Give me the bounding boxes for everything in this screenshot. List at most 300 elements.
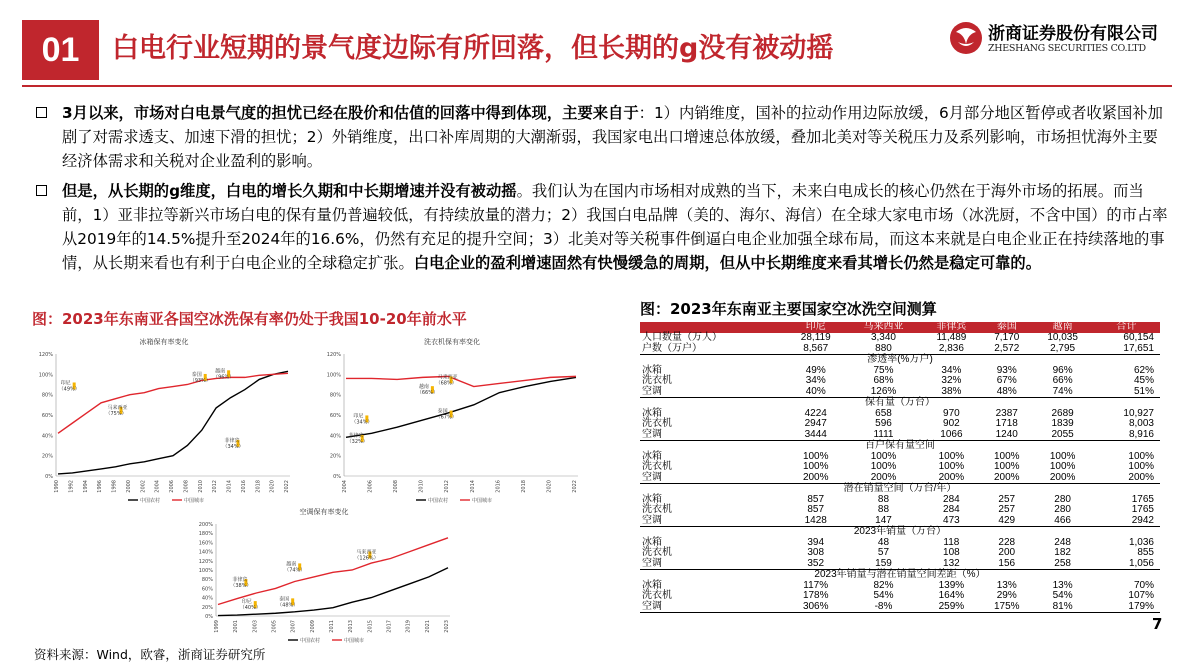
chart-svg	[318, 334, 586, 506]
table-cell: 182	[1054, 547, 1071, 558]
table-row	[640, 581, 1160, 592]
x-tick-label: 2006	[169, 480, 175, 493]
table-cell: 34%	[805, 375, 826, 386]
table-header-cell: 合计	[1093, 322, 1160, 333]
y-tick-label: 80%	[41, 392, 53, 399]
sea-space-table	[640, 322, 1160, 613]
table-row-label: 冰箱	[642, 579, 662, 591]
table-cell: 3,340	[870, 332, 896, 343]
table-cell: 100%	[993, 450, 1020, 462]
y-tick-label: 80%	[201, 577, 213, 584]
table-cell: 258	[1054, 557, 1071, 569]
x-tick-label: 2017	[386, 620, 393, 633]
table-cell: 74%	[1052, 385, 1073, 397]
table-cell: 100%	[1049, 450, 1076, 462]
table-cell: 132	[943, 557, 960, 569]
annotation-country: 越南	[215, 368, 226, 375]
table-section-label: 保有量（万台）	[640, 398, 1160, 409]
table-cell: 10,035	[1047, 332, 1078, 343]
table-cell: 139%	[938, 579, 965, 591]
table-header-cell: 泰国	[981, 322, 1033, 333]
table-row	[640, 548, 1160, 559]
x-tick-label: 2021	[424, 620, 431, 633]
table-row-label: 冰箱	[642, 493, 662, 505]
table-row	[640, 473, 1160, 484]
table-cell: 60,154	[1123, 332, 1154, 343]
x-tick-label: 2003	[252, 620, 259, 633]
table-cell: 857	[807, 493, 825, 505]
y-tick-label: 120%	[198, 558, 213, 565]
y-tick-label: 80%	[329, 392, 341, 399]
table-cell: 70%	[1133, 579, 1154, 591]
table-cell: 1,036	[1128, 536, 1154, 548]
table-cell: 100%	[1049, 461, 1076, 472]
table-cell: 352	[807, 557, 825, 569]
bullet-2	[38, 179, 1168, 275]
table-row	[640, 387, 1160, 398]
x-tick-label: 2002	[140, 480, 147, 493]
table-cell: 857	[807, 504, 825, 515]
table-row	[640, 538, 1160, 549]
table-cell: 200	[998, 547, 1016, 558]
table-cell: 280	[1054, 504, 1071, 515]
y-tick-label: 100%	[38, 372, 53, 379]
table-row	[640, 559, 1160, 570]
x-tick-label: 2018	[520, 480, 527, 493]
annotation-value: （74%）	[284, 567, 306, 574]
table-cell: 100%	[938, 450, 965, 462]
table-cell: 2,572	[994, 342, 1020, 354]
table-header-cell: 马来西亚	[845, 322, 922, 333]
y-tick-label: 0%	[333, 474, 341, 480]
table-cell: 259%	[922, 602, 981, 613]
table-cell: 880	[875, 342, 892, 354]
x-tick-label: 2016	[495, 480, 502, 493]
x-tick-label: 2018	[255, 480, 262, 493]
table-section-row	[640, 441, 1160, 452]
table-cell: 11,489	[936, 332, 967, 343]
table-row	[640, 344, 1160, 355]
x-tick-label: 2004	[342, 480, 348, 493]
table-cell: 200%	[870, 471, 897, 483]
table-cell: 156	[998, 557, 1016, 569]
table-cell: 28,119	[800, 332, 831, 343]
table-cell: 81%	[1033, 602, 1093, 613]
x-tick-label: 2010	[197, 480, 204, 493]
table-row-label: 空调	[642, 557, 662, 569]
x-tick-label: 2020	[546, 480, 553, 493]
table-cell: 178%	[802, 590, 829, 601]
table-cell: 2,836	[938, 342, 964, 354]
table-cell: 100%	[1128, 450, 1154, 462]
y-tick-label: 200%	[198, 522, 213, 528]
bullet-1	[38, 101, 1168, 173]
x-tick-label: 1999	[214, 620, 220, 633]
fridge-penetration-chart	[30, 334, 298, 506]
right-figure-caption: 图：2023年东南亚主要国家空冰洗空间测算	[640, 300, 937, 318]
annotation-country: 马来西亚	[107, 404, 128, 411]
table-cell: 10,927	[1123, 407, 1154, 419]
table-cell: 49%	[805, 364, 826, 376]
x-tick-label: 2022	[284, 480, 290, 493]
table-row-label: 冰箱	[642, 364, 662, 376]
annotation-value: （68%）	[435, 380, 457, 387]
table-cell: 2942	[1131, 514, 1154, 526]
bullet-2-text: 。我们认为在国内市场相对成熟的当下，未来白电成长的核心仍然在于海外市场的拓展。而当前，1）亚非拉等新兴市场白电的保有量仍普遍较低，有持续放量的潜力；2）我国白电品牌（美的、海尔、海信）在全球大家电市场（冰洗厨，不含中国）的市占率从2019年的14.5%提升至2024年的16.6%，仍然有充足的提升空间；3）北美对等关税事件倒逼白电企业加强全球布局，而这本来就是白电企业正在持续落地的事情，从长期来看也有利于白电企业的全球稳定扩张。	[62, 182, 1168, 272]
table-cell: 175%	[981, 602, 1033, 613]
table-section-row	[640, 484, 1160, 495]
table-cell: 855	[1137, 547, 1154, 558]
table-cell: 596	[875, 418, 892, 429]
table-row-label: 洗衣机	[642, 504, 672, 515]
table-cell: 88	[877, 504, 890, 515]
y-tick-label: 180%	[198, 531, 213, 538]
y-tick-label: 40%	[201, 595, 213, 602]
x-tick-label: 2004	[154, 480, 161, 493]
table-cell: 1066	[940, 428, 963, 440]
table-cell: 394	[807, 536, 825, 548]
table-row-label: 空调	[642, 428, 662, 440]
table-row-label: 空调	[642, 514, 662, 526]
chart-title: 冰箱保有率变化	[139, 338, 189, 346]
table-cell: 1765	[1131, 493, 1154, 505]
annotation-value: （34%）	[222, 443, 244, 450]
table-cell: 4224	[804, 407, 827, 419]
bullet-square-icon	[36, 107, 47, 118]
y-tick-label: 40%	[41, 433, 53, 440]
table-row-label: 冰箱	[642, 407, 662, 419]
table-section-label: 渗透率(%万户)	[640, 355, 1160, 366]
table-row-label: 洗衣机	[642, 375, 672, 386]
annotation-value: （32%）	[346, 438, 368, 445]
x-tick-label: 2015	[367, 620, 374, 633]
table-header-cell: 越南	[1033, 322, 1093, 333]
legend-label: 中国城市	[184, 498, 205, 504]
bullet-square-icon	[36, 185, 47, 196]
annotation-country: 马来西亚	[437, 374, 458, 381]
table-row-label: 空调	[642, 471, 662, 483]
table-cell: 1,056	[1128, 557, 1154, 569]
table-cell: 17,651	[1123, 342, 1154, 354]
table-row	[640, 602, 1160, 613]
logo-mark-icon	[948, 20, 984, 56]
table-cell: 100%	[1128, 461, 1154, 472]
table-row-label: 冰箱	[642, 450, 662, 462]
x-tick-label: 1998	[111, 480, 118, 493]
x-tick-label: 2020	[269, 480, 276, 493]
table-cell: 1718	[995, 418, 1018, 429]
y-tick-label: 20%	[201, 604, 213, 611]
x-tick-label: 2007	[290, 620, 297, 633]
table-row	[640, 516, 1160, 527]
chart-svg	[190, 504, 458, 646]
x-tick-label: 1992	[68, 480, 75, 493]
table-row-label: 空调	[642, 385, 662, 397]
annotation-country: 印尼	[353, 413, 364, 420]
x-tick-label: 2014	[226, 480, 233, 493]
table-cell: 13%	[1052, 579, 1073, 591]
x-tick-label: 1994	[82, 480, 89, 493]
table-cell: 40%	[805, 385, 826, 397]
table-cell: 48	[877, 536, 890, 548]
header-rule	[22, 85, 1172, 87]
table-cell: 126%	[870, 385, 897, 397]
x-tick-label: 2013	[348, 620, 355, 633]
table-cell: 57	[877, 547, 890, 558]
x-tick-label: 2011	[329, 620, 335, 633]
x-tick-label: 1990	[54, 480, 60, 493]
x-tick-label: 2006	[367, 480, 374, 493]
table-cell: 34%	[941, 364, 962, 376]
annotation-country: 菲律宾	[224, 437, 240, 444]
table-cell: 108	[943, 547, 960, 558]
table-cell: 117%	[803, 579, 829, 591]
table-row	[640, 376, 1160, 387]
table-cell: 147	[875, 514, 892, 526]
table-cell: 2947	[804, 418, 827, 429]
x-tick-label: 2012	[212, 480, 219, 493]
table-cell: 970	[943, 407, 960, 419]
table-header-cell: 菲律宾	[922, 322, 981, 333]
table-row-label: 冰箱	[642, 536, 662, 548]
table-cell: 1428	[804, 514, 827, 526]
table-row	[640, 495, 1160, 506]
table-row	[640, 591, 1160, 602]
y-tick-label: 40%	[329, 433, 341, 440]
table-cell: 100%	[802, 450, 829, 462]
table-cell: 54%	[1052, 590, 1073, 601]
x-tick-label: 2009	[309, 620, 316, 633]
legend-label: 中国农村	[140, 498, 161, 504]
annotation-country: 印尼	[241, 599, 252, 606]
y-tick-label: 100%	[326, 372, 341, 379]
x-tick-label: 2000	[125, 480, 132, 493]
table-section-label: 2023年销量与潜在销量空间差距（%）	[640, 570, 1160, 581]
table-cell: 284	[943, 504, 960, 515]
y-tick-label: 60%	[41, 413, 53, 419]
annotation-value: （67%）	[435, 414, 457, 421]
bullet-1-text: ：1）内销维度，国补的拉动作用边际放缓，6月部分地区暂停或者收紧国补加剧了对需求透支、加速下滑的担忧；2）外销维度，出口补库周期的大潮渐弱，我国家电出口增速总体放缓，叠加北美对等关税压力及系列影响，市场担忧海外主要经济体需求和关税对企业盈利的影响。	[62, 104, 1163, 170]
y-tick-label: 60%	[329, 413, 341, 419]
source-note: 资料来源：Wind，欧睿，浙商证券研究所	[34, 647, 266, 662]
table-cell: 1839	[1051, 418, 1074, 429]
table-row	[640, 505, 1160, 516]
annotation-country: 菲律宾	[348, 432, 364, 439]
table-cell: 54%	[873, 590, 894, 601]
table-section-row	[640, 570, 1160, 581]
table-cell: 164%	[938, 590, 965, 601]
annotation-value: （96%）	[213, 374, 235, 381]
annotation-country: 越南	[418, 384, 429, 391]
annotation-country: 泰国	[437, 408, 448, 415]
chart-title: 空调保有率变化	[299, 508, 349, 516]
table-section-label: 潜在销量空间（万台/年）	[640, 484, 1160, 495]
table-cell: 248	[1054, 536, 1071, 548]
table-cell: 1765	[1131, 504, 1154, 515]
table-cell: 902	[943, 418, 960, 429]
table-cell: 29%	[996, 590, 1017, 601]
table-cell: 107%	[1128, 590, 1154, 601]
table-cell: 62%	[1133, 364, 1154, 376]
x-tick-label: 2016	[240, 480, 247, 493]
table-cell: 1240	[995, 428, 1018, 440]
table-row-label: 洗衣机	[642, 418, 672, 429]
table-section-label: 百户保有量空间	[640, 441, 1160, 452]
table-row-label: 洗衣机	[642, 590, 672, 601]
table-cell: 100%	[870, 450, 897, 462]
annotation-country: 马来西亚	[356, 549, 377, 556]
table-row	[640, 462, 1160, 473]
series-line	[346, 377, 576, 437]
x-tick-label: 2019	[405, 620, 412, 633]
table-cell: 159	[875, 557, 892, 569]
table-cell: 2055	[1051, 428, 1074, 440]
y-tick-label: 140%	[198, 549, 213, 556]
table-cell: 257	[998, 504, 1016, 515]
table-cell: 66%	[1052, 375, 1073, 386]
table-cell: 45%	[1133, 375, 1154, 386]
table-cell: 200%	[993, 471, 1020, 483]
annotation-value: （40%）	[239, 605, 261, 612]
table-cell: 228	[998, 536, 1016, 548]
table-cell: 100%	[938, 461, 965, 472]
table-cell: 96%	[1052, 364, 1073, 376]
series-line	[218, 538, 448, 605]
legend-label: 中国农村	[300, 638, 321, 644]
x-tick-label: 2023	[444, 620, 450, 633]
x-tick-label: 1996	[97, 480, 104, 493]
table-row-label: 户数（万户）	[642, 342, 702, 354]
annotation-country: 泰国	[279, 596, 290, 603]
table-cell: 284	[943, 493, 960, 505]
bullet-1-lead: 3月以来，市场对白电景气度的担忧已经在股价和估值的回落中得到体现，主要来自于	[62, 104, 639, 122]
table-section-row	[640, 355, 1160, 366]
table-cell: 51%	[1133, 385, 1154, 397]
table-row	[640, 419, 1160, 430]
logo-name-cn: 浙商证券股份有限公司	[988, 24, 1158, 44]
table-cell: 2,795	[1050, 342, 1076, 354]
table-row-label: 洗衣机	[642, 547, 672, 558]
table-cell: 473	[943, 514, 960, 526]
table-cell: 308	[807, 547, 825, 558]
table-cell: 100%	[870, 461, 897, 472]
table-header-cell: 印尼	[786, 322, 845, 333]
company-logo	[948, 16, 1173, 66]
annotation-country: 菲律宾	[232, 577, 248, 584]
table-cell: 179%	[1093, 602, 1160, 613]
table-section-label: 2023年销量（万台）	[640, 527, 1160, 538]
x-tick-label: 2010	[418, 480, 425, 493]
table-row	[640, 430, 1160, 441]
table-cell: 7,170	[994, 332, 1020, 343]
table-cell: 38%	[941, 385, 962, 397]
y-tick-label: 20%	[41, 453, 53, 460]
table-cell: 100%	[802, 461, 829, 472]
x-tick-label: 2001	[233, 620, 240, 633]
table-cell: 100%	[993, 461, 1020, 472]
table-cell: 2689	[1051, 407, 1074, 419]
table-row	[640, 333, 1160, 344]
annotation-country: 泰国	[191, 371, 202, 378]
legend-label: 中国农村	[428, 498, 449, 504]
y-tick-label: 0%	[45, 474, 53, 480]
table-cell: 32%	[941, 375, 962, 386]
annotation-country: 越南	[286, 561, 297, 568]
y-tick-label: 60%	[201, 586, 213, 593]
annotation-value: （126%）	[354, 555, 379, 562]
y-tick-label: 120%	[326, 352, 341, 358]
table-row	[640, 409, 1160, 420]
bullet-2-tail: 白电企业的盈利增速固然有快慢缓急的周期，但从中长期维度来看其增长仍然是稳定可靠的。	[413, 254, 1042, 272]
legend-label: 中国城市	[472, 498, 493, 504]
left-figure-caption: 图：2023年东南亚各国空冰洗保有率仍处于我国10-20年前水平	[32, 310, 467, 328]
y-tick-label: 120%	[38, 352, 53, 358]
series-line	[346, 376, 576, 386]
table-cell: 257	[998, 493, 1016, 505]
table-cell: 200%	[1049, 471, 1076, 483]
ac-penetration-chart	[190, 504, 458, 646]
chart-title: 洗衣机保有率变化	[424, 338, 480, 346]
x-tick-label: 2012	[444, 480, 451, 493]
chart-svg	[30, 334, 298, 506]
table-cell: 429	[998, 514, 1016, 526]
annotation-value: （93%）	[189, 377, 211, 384]
annotation-country: 印尼	[60, 380, 71, 387]
table-cell: -8%	[845, 602, 922, 613]
table-cell: 466	[1054, 514, 1071, 526]
table-cell: 82%	[873, 579, 894, 591]
x-tick-label: 2014	[469, 480, 476, 493]
table-row-label: 洗衣机	[642, 461, 672, 472]
y-tick-label: 20%	[329, 453, 341, 460]
table-row	[640, 452, 1160, 463]
table-cell: 48%	[996, 385, 1017, 397]
table-cell: 8,567	[803, 342, 829, 354]
table-cell: 118	[943, 536, 960, 548]
x-tick-label: 2008	[183, 480, 190, 493]
legend-label: 中国城市	[344, 638, 365, 644]
table-cell: 306%	[786, 602, 845, 613]
table-cell: 13%	[996, 579, 1017, 591]
table-cell: 88	[877, 493, 890, 505]
table-section-row	[640, 527, 1160, 538]
table-section-row	[640, 398, 1160, 409]
page-title: 白电行业短期的景气度边际有所回落，但长期的g没有被动摇	[112, 33, 834, 64]
annotation-value: （48%）	[277, 602, 299, 609]
y-tick-label: 100%	[198, 568, 213, 574]
annotation-value: （75%）	[105, 410, 127, 417]
table-cell: 67%	[996, 375, 1017, 386]
y-tick-label: 160%	[198, 540, 213, 547]
logo-name-en: ZHESHANG SECURITIES CO.LTD	[988, 43, 1146, 54]
annotation-value: （34%）	[351, 419, 373, 426]
page-number: 7	[1152, 615, 1163, 633]
table-cell: 8,003	[1128, 418, 1154, 429]
table-cell: 93%	[996, 364, 1017, 376]
y-tick-label: 0%	[205, 614, 213, 620]
table-cell: 8,916	[1128, 428, 1154, 440]
table-row-label: 人口数量（万人）	[642, 332, 722, 343]
table-cell: 200%	[938, 471, 965, 483]
washer-penetration-chart	[318, 334, 586, 506]
series-line	[58, 373, 288, 433]
table-cell: 68%	[873, 375, 894, 386]
table-row	[640, 366, 1160, 377]
annotation-value: （38%）	[230, 583, 252, 590]
table-cell: 3444	[804, 428, 827, 440]
section-number: 01	[22, 20, 99, 80]
x-tick-label: 2022	[572, 480, 578, 493]
